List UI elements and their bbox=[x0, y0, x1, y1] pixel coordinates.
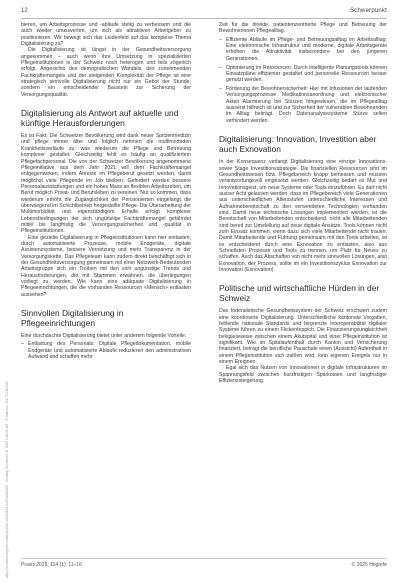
list-item: – Effiziente Abläufe im Pflege- und Betreuungsalltag im Arbeitsalltag: Eine elektronische Infrastruktur und moderne, digitale Arbeitsgeräte erhöhen die Attraktivität insbesondere bei den jüngeren Generationen. bbox=[219, 37, 387, 62]
section-heading: Digitalisierung: Innovation, Investition aber auch Exnovation bbox=[219, 134, 377, 155]
download-stamp: https://econtent.hogrefe.com/doi/pdf/10.1024/1661-8157/a004125 - Tuesday, December 09, 2025 2:20:51 AM - IP Address: 216.73.216.120 bbox=[5, 381, 9, 578]
body-paragraph: Egal sich das Nutzen von Innovationen in digitale Infrastrukturen im Spannungsfeld zwischen kurzfristigen Sparkosten und langfristiger Effizienzsteigerung. bbox=[219, 365, 387, 385]
journal-citation: Praxis 2025; 114 (1): 11–16 bbox=[21, 562, 82, 568]
body-paragraph: Eine gezielte Digitalisierung in Pflegeinstitutionen kann hier entlasten, durch automatisierte Prozesse, mobile Endgeräte, digitale Assistenzsysteme, bessere Vernetzung und mehr Transparenz in der Versorgungskette. Das Pflegeteam kann zudem direkt beschäftigt sich in der Gesundheitsversorgung gemeinsam mit einer Netzwerk-Bedeutenden Arbeitsgruppe sich ein Treiben mit den sich ungünstige Trends und Herausforderungen, die mit Stammen erwähnen, die überlegungen vorliegt zu werden. Wie kann eine adäquate Digitalisierung in Pflegeeinrichtungen, die die vorhanden Ressourcen «Mensch» entlasten aussehen? bbox=[21, 234, 191, 298]
page-number: 12 bbox=[21, 8, 28, 14]
section-heading: Politische und wirtschaftliche Hürden in der Schweiz bbox=[219, 283, 380, 304]
body-paragraph: Eine durchdachte Digitalisierung bietet unter anderem folgende Vorteile: bbox=[21, 333, 187, 340]
section-label: Schwerpunkt bbox=[350, 8, 387, 14]
body-paragraph: bieren, um Arbeitsprozesse und -abläufe stetig zu verbessern und die auch wieder umzuwerten, um sich als attraktiven Arbeitgeber zu positionieren. Wir bewegt sich das Leidenfeld auf das komplexe Thema Digitalisierung zu? bbox=[21, 22, 191, 48]
right-column bbox=[219, 22, 387, 384]
body-paragraph: Das föderalistische Gesundheitssystem der Schweiz erschwert zudem eine koordinierte Digitalisierung. Unterschiedliche kantonale Vorgaben, fehlende nationale Standards und begrenzte Interoperabilität digitaler Systeme führen zu einem Flickenteppich. Die Finanzierungsungleichheit beispielsweise zwischen einem Akutspital und einer Pflegeinstitution ist signifikant. Wie im Spitalaufenthalt durch Kanton und Versicherung finanziert, beträgt die berufliche Pauschale einen (Aussicht) Aufenthalt in einem Pflegeinstitution sich zahlen wird, kein eigenen Ereignis nur in einem Ereignen. bbox=[219, 308, 387, 366]
section-heading: Digitalisierung als Antwort auf aktuelle und künftige Herausforderungen bbox=[21, 108, 179, 129]
left-column bbox=[21, 22, 191, 363]
list-item: – Förderung der Bewohnersicherheit: Hier mit Infusionen der laufenden Versorgungsprozesse Medikationsanordnung und elektronischer Akten Alarmierung bei Stürzen hingewiesen, die im Pflegealltag äusserst hilfreich ist und zur Sicherheit der vulnerablen Bewohnenden im Alltag beiträgt. Doch Datenanalysesysteme Stürze selten verhindert werden. bbox=[219, 86, 387, 124]
header-divider bbox=[21, 18, 387, 19]
section-heading: Sinnvollen Digitalisierung in Pflegeeinrichtungen bbox=[21, 308, 124, 329]
body-paragraph: Zeit für die direkte, patientenzentrierte Pflege und Betreuung der Bewohnerinnen Pflegealltag. bbox=[219, 22, 387, 35]
body-paragraph: Die Digitalisierung ist längst in der Gesundheitsversorgung angekommen – auch wenn ihre Umsetzung in spezialisierten Pflegeinstitutionen in der Schweiz noch heterogen und teils zögerlich erfolgt. Angesichts des demografischen Wandels, des zunehmenden Fachkräftemangels und der steigenden Komplexität der Pflege ist eine strategisch sinnvolle Digitalisierung nicht nur ein Gebot der Stunde, sondern ein entscheidender Baustein zur Sicherung der Versorgungsqualität. bbox=[21, 47, 191, 98]
copyright: © 2025 Hogrefe bbox=[351, 562, 387, 568]
benefit-list bbox=[219, 37, 387, 124]
list-item: – Optimierung im Ressourcen: Durch intelligente Planungstools können Einsatzpläne effizienter gestaltet und personelle Ressourcen besser genutzt werden. bbox=[219, 65, 387, 84]
list-item: – Entlastung des Personals: Digitale Pflegedokumentation, mobile Endgeräte und automatisierte Ablaufe reduzieren den administrativen Aufwand und schaffen mehr bbox=[21, 341, 191, 360]
benefit-list bbox=[21, 341, 191, 360]
footer-divider bbox=[21, 558, 387, 559]
body-paragraph: Es ist Fakt: Die Schweizer Bevölkerung wird dank neuer Spitzenmedizin und pflege immer älter und folglich nehmen die multimorbiden Krankheitsverläufe zu; was wiederum die Pflege und Betreuung komplexer gestaltet. Gleichzeitig fehlt es häufig an qualifiziertem Pflegefachpersonal. Die von der Schweizer Bevölkerung angenommene Pflegeinitiative aus dem Jahr 2021 will dem Fachkräftemangel entgegenwirken, indem Anreize im Pflegeberuf gesetzt werden, damit möglichst viele Pflegende im Job bleiben. Gefordert werden bessere Personalausstattungen und ein hohes Mass an flexiblen Arbeitszeiten, um Beruf möglich Privat- und Berufsleben zu vereinen. Nur so kommen, dass wiederum erhöht die Zugänglichkeit der Pensionierten eingelangt die überwiegend im Schichtbetrieb hergestellte Pflege. Die Überarbeitung der Multimorbidität und eigenständigem Erhalte erfolgt komplexer Lebensbedingungen der sich ungünstige Fachkräftemangel gefährdet mittel bis langfristig die Versorgungssicherheit und -qualität in Pflegeinstitutionen. bbox=[21, 133, 191, 235]
body-paragraph: In der Konsequenz verlangt Digitalisierung eine einzige Innovations- sowie Stage Investitionsstrategie. Die finanziellen Ressourcen sind im Gesundheitswesen bzw. Pflegebereich knapp bemessen und müssen verantwortungsvoll eingesetzt werden. Gleichzeitig bedarf es Mut und Innovationsgeist, um neue Systeme oder Tools einzuführen. Es darf nicht ausser Acht gelassen werden, dass im Pflegebereich viele Generationen aus unterschiedlichen Altersstufen unterschiedliche Interessen und Aufnahmebereitschaft zu den verwendeten Technologien vorhanden sind. Damit neue technische Lösungen implementiert werden, ist die Bereitschaft von Mitarbeitenden entscheidend, nicht alle Mitarbeitenden sind bereit zur Umstellung auf neue digitale Ansätze. Tools können nicht zum Einsatz kommen, wenn dazu sich viele Mitarbeitende nicht trauen. Damit Mitarbeitende und Führung gemeinsam mit den Tools arbeiten, ist es entscheidend durch eine Exnovation zu entlasten, also aus Schnellsten Prozesse und Tools zu trennen, um Platz für Neues zu schaffen. Auch das Abschaffen von nicht mehr sinnvollen Lösungen, also Exnovation, der Prozess, sollte im ein Investitionszyklus Exnovation zur Innovation (Exnovation). bbox=[219, 159, 387, 273]
